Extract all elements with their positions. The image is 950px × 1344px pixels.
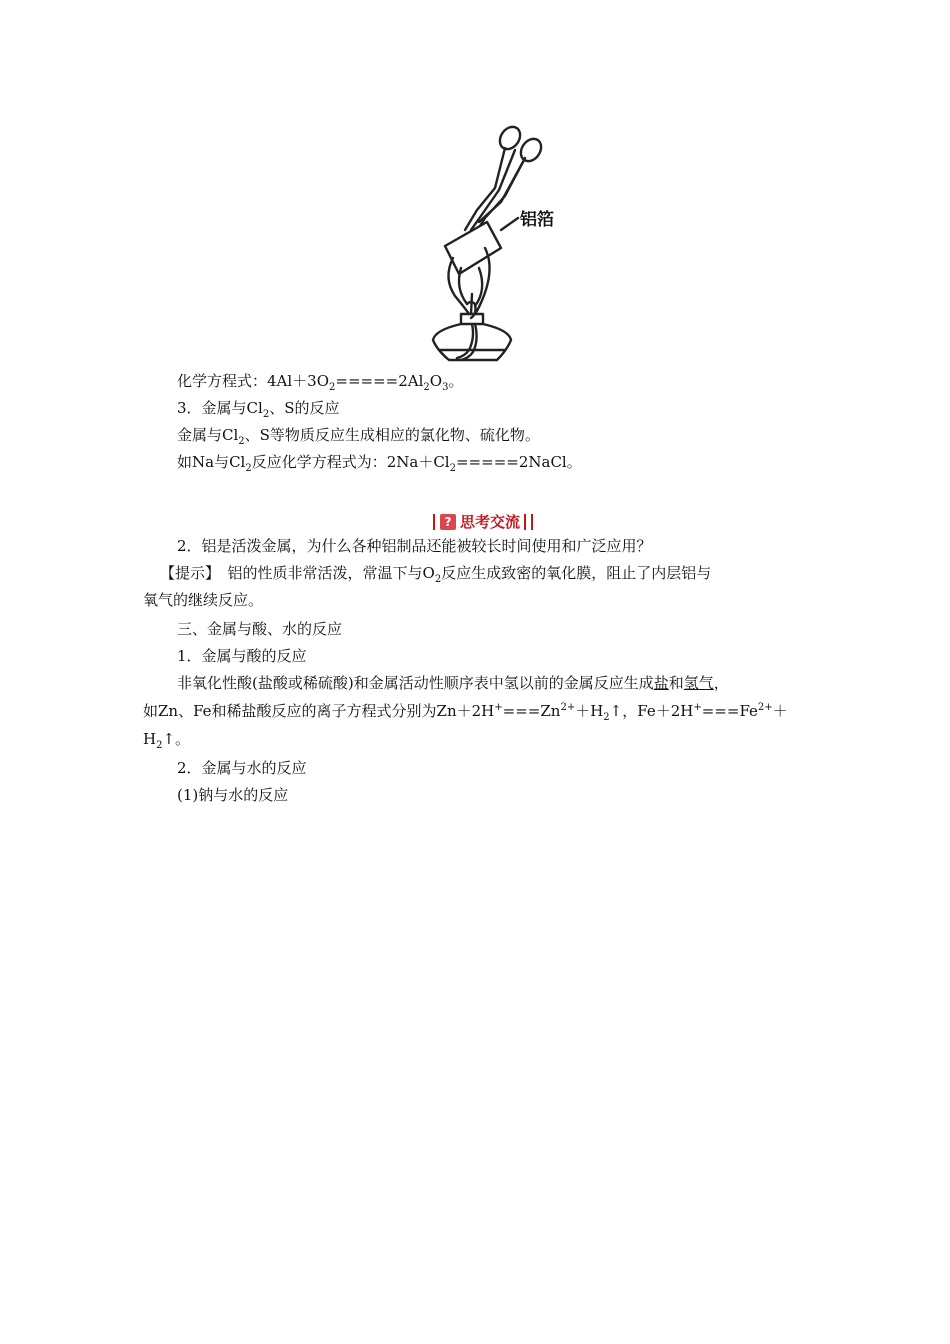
think-discuss-banner — [433, 511, 534, 532]
banner-bar-right — [524, 514, 526, 530]
aluminium-foil-heating-figure — [425, 118, 585, 368]
acid-paragraph: 非氧化性酸(盐酸或稀硫酸)和金属活动性顺序表中氢以前的金属反应生成盐和氢气， — [177, 674, 729, 692]
banner-title: 思考交流 — [460, 513, 521, 531]
tip-paragraph: 【提示】 铝的性质非常活泼，常温下与$O_2$反应生成致密的氧化膜，阻止了内层铝与 — [160, 564, 712, 585]
banner-bar-right-2 — [531, 514, 533, 530]
ionic-equation-line-cont: $H_2↑$。 — [143, 730, 191, 751]
question-icon: ? — [440, 514, 456, 530]
subsection-1-title: 1．金属与酸的反应 — [177, 647, 307, 665]
ionic-equation-line: 如Zn、Fe和稀盐酸反应的离子方程式分别为$Zn+2H^+===Zn^{2+}+H_2↑$，$Fe+2H^+===Fe^{2+}+$ — [143, 702, 788, 723]
heading-metal-cl2-s: 3．金属与$Cl_2$、S的反应 — [177, 399, 340, 420]
tip-paragraph-cont: 氧气的继续反应。 — [143, 591, 264, 609]
figure-label-aluminium-foil: 铝箔 — [520, 210, 554, 230]
banner-bar-left — [433, 514, 435, 530]
paragraph-na-cl2: 如Na与$Cl_2$反应化学方程式为：$2Na+Cl_2=====2NaCl$。 — [177, 453, 582, 474]
section-3-title: 三、金属与酸、水的反应 — [177, 620, 343, 638]
equation-aluminium-oxygen: 化学方程式：$4Al+3O_2=====2Al_2O_3$。 — [177, 372, 464, 393]
subsection-2-title: 2．金属与水的反应 — [177, 759, 307, 777]
paragraph-metal-cl2: 金属与$Cl_2$、S等物质反应生成相应的氯化物、硫化物。 — [177, 426, 540, 447]
question-2: 2．铝是活泼金属，为什么各种铝制品还能被较长时间使用和广泛应用？ — [177, 537, 652, 555]
subsection-2-1-title: (1)钠与水的反应 — [177, 786, 289, 804]
